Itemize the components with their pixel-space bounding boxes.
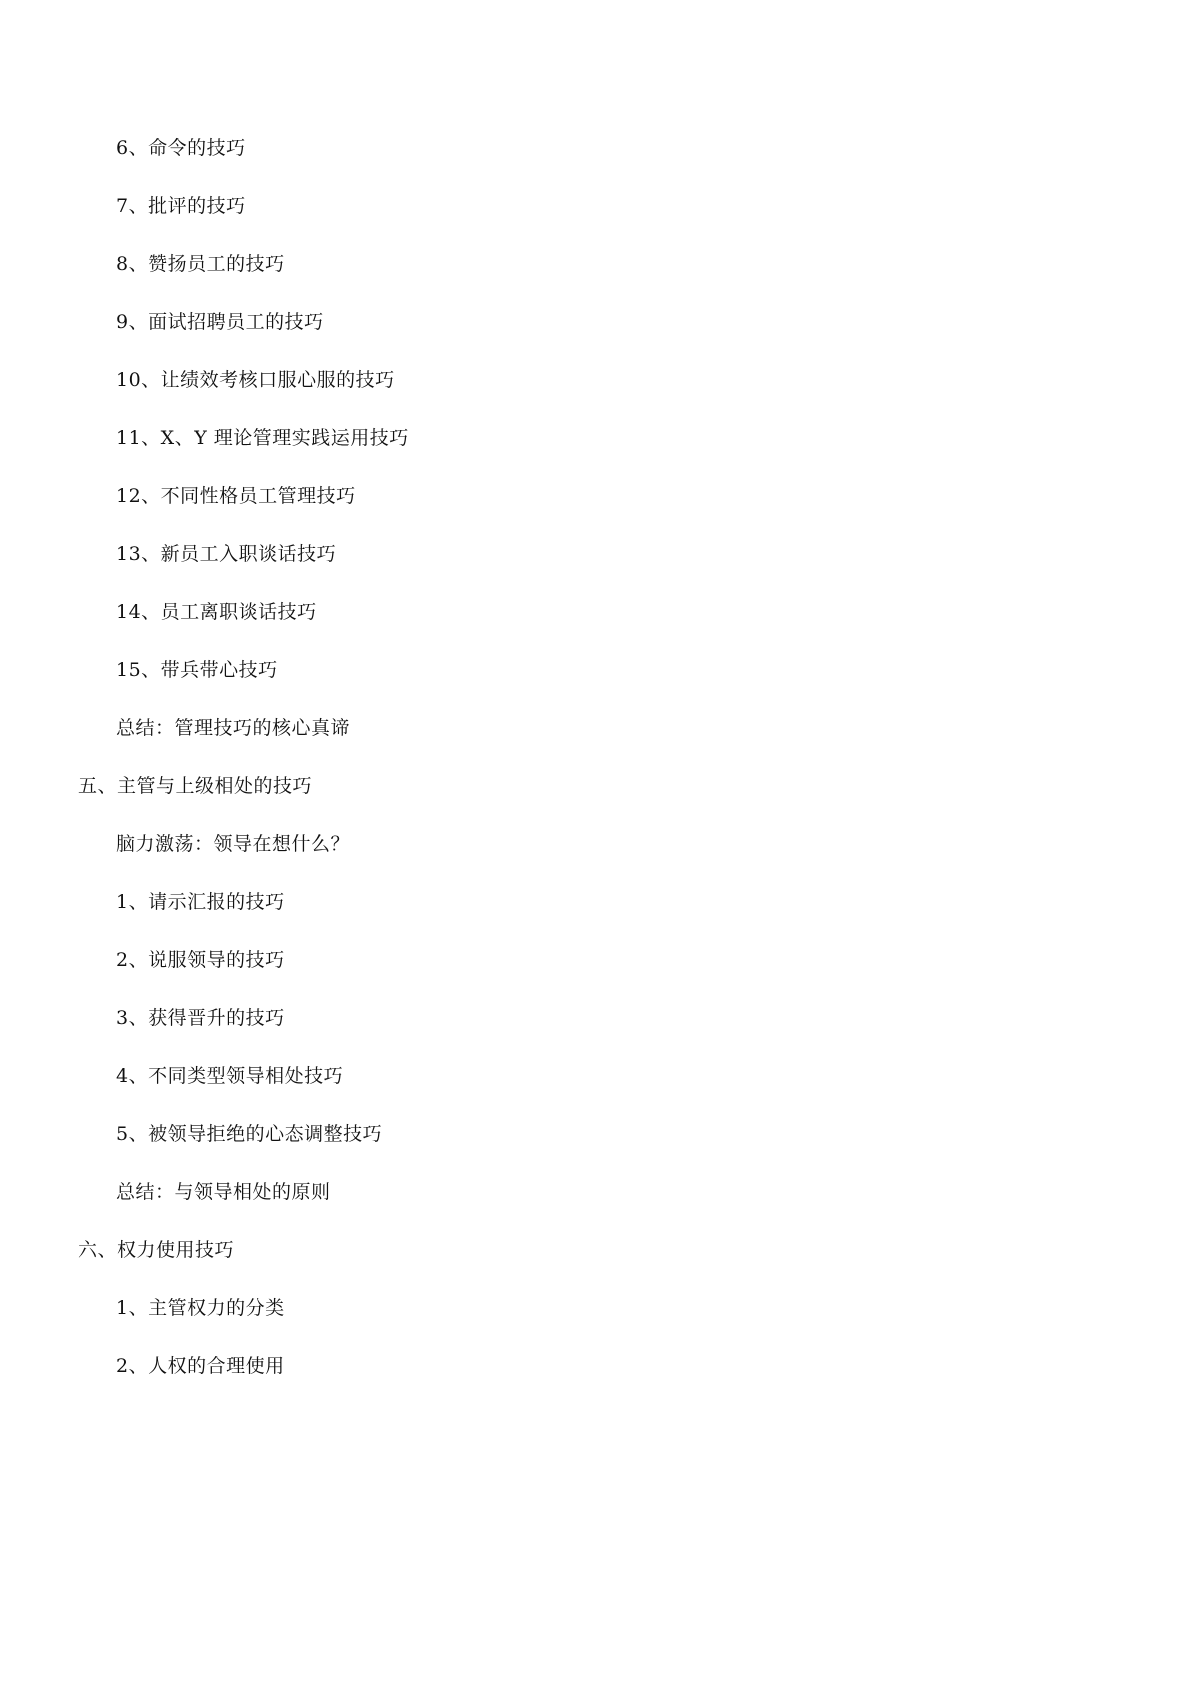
outline-item: 11、X、Y 理论管理实践运用技巧 — [116, 427, 409, 449]
outline-item: 3、获得晋升的技巧 — [116, 1007, 285, 1029]
outline-item: 4、不同类型领导相处技巧 — [116, 1065, 344, 1087]
outline-item: 14、员工离职谈话技巧 — [116, 601, 317, 623]
outline-item: 9、面试招聘员工的技巧 — [116, 311, 324, 333]
outline-item: 1、主管权力的分类 — [116, 1297, 285, 1319]
outline-item: 1、请示汇报的技巧 — [116, 891, 285, 913]
outline-item: 2、说服领导的技巧 — [116, 949, 285, 971]
section-heading: 五、主管与上级相处的技巧 — [78, 775, 313, 797]
outline-item: 5、被领导拒绝的心态调整技巧 — [116, 1123, 383, 1145]
outline-item: 7、批评的技巧 — [116, 195, 246, 217]
outline-item: 8、赞扬员工的技巧 — [116, 253, 285, 275]
outline-item: 15、带兵带心技巧 — [116, 659, 278, 681]
outline-item: 脑力激荡：领导在想什么？ — [116, 833, 351, 855]
section-heading: 六、权力使用技巧 — [78, 1239, 235, 1261]
outline-item: 10、让绩效考核口服心服的技巧 — [116, 369, 395, 391]
outline-item: 12、不同性格员工管理技巧 — [116, 485, 356, 507]
outline-summary: 总结：与领导相处的原则 — [116, 1181, 331, 1203]
outline-item: 2、人权的合理使用 — [116, 1355, 285, 1377]
outline-item: 13、新员工入职谈话技巧 — [116, 543, 337, 565]
outline-summary: 总结：管理技巧的核心真谛 — [116, 717, 351, 739]
outline-item: 6、命令的技巧 — [116, 137, 246, 159]
